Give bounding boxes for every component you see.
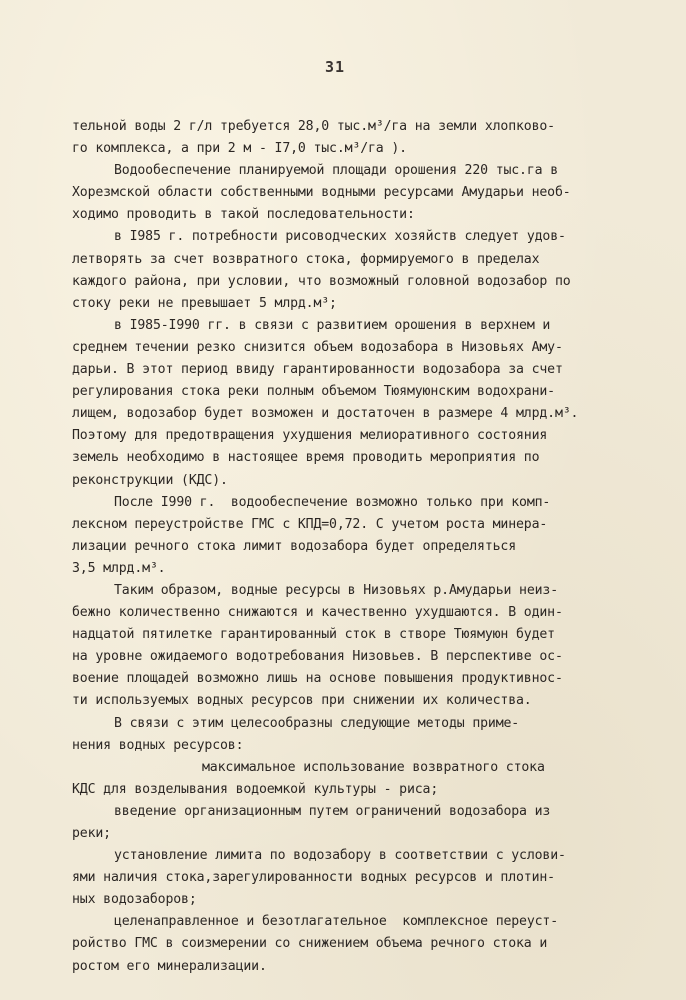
text-line: каждого района, при условии, что возможный головной водозабор по xyxy=(72,273,571,289)
text-line: воение площадей возможно лишь на основе повышения продуктивнос- xyxy=(72,671,563,687)
text-line: введение организационным путем ограничений водозабора из xyxy=(114,803,551,819)
text-line: Таким образом, водные ресурсы в Низовьях р.Амударьи неиз- xyxy=(114,582,559,598)
text-line: Водообеспечение планируемой площади орошения 220 тыс.га в xyxy=(114,163,559,179)
text-line: надцатой пятилетке гарантированный сток в створе Тюямуюн будет xyxy=(72,627,555,643)
text-line: ти используемых водных ресурсов при снижении их количества. xyxy=(72,693,532,709)
text-line: на уровне ожидаемого водотребования Низовьев. В перспективе ос- xyxy=(72,649,563,665)
text-line: нения водных ресурсов: xyxy=(72,737,244,753)
text-line: После I990 г. водообеспечение возможно только при комп- xyxy=(114,494,551,510)
text-line: ройство ГМС в соизмерении со снижением объема речного стока и xyxy=(72,936,548,952)
text-line: лизации речного стока лимит водозабора будет определяться xyxy=(72,538,517,554)
text-line: реконструкции (КДС). xyxy=(72,472,228,488)
text-line: дарьи. В этот период ввиду гарантированности водозабора за счет xyxy=(72,362,563,378)
text-line: среднем течении резко снизится объем водозабора в Низовьях Аму- xyxy=(72,339,563,355)
text-line: земель необходимо в настоящее время проводить мероприятия по xyxy=(72,450,540,466)
text-line: реки; xyxy=(72,826,111,841)
page-number: 31 xyxy=(325,58,346,76)
text-line: максимальное использование возвратного стока xyxy=(202,759,545,775)
text-line: ных водозаборов; xyxy=(72,892,197,908)
text-line: 3,5 млрд.м³. xyxy=(72,560,166,576)
text-line: лексном переустройстве ГМС с КПД=0,72. С учетом роста минера- xyxy=(72,516,548,532)
text-line: го комплекса, а при 2 м - I7,0 тыс.м³/га ). xyxy=(72,141,407,157)
text-line: тельной воды 2 г/л требуется 28,0 тыс.м³/га на земли хлопково- xyxy=(72,119,555,134)
text-line: в I985-I990 гг. в связи с развитием орошения в верхнем и xyxy=(114,317,551,333)
text-line: ростом его минерализации. xyxy=(72,958,267,974)
text-line: ями наличия стока,зарегулированности водных ресурсов и плотин- xyxy=(72,870,555,886)
text-line: летворять за счет возвратного стока, формируемого в пределах xyxy=(72,251,540,267)
text-line: лищем, водозабор будет возможен и достаточен в размере 4 млрд.м³. xyxy=(72,406,579,422)
text-line: установление лимита по водозабору в соответствии с услови- xyxy=(114,848,566,864)
text-line: Поэтому для предотвращения ухудшения мелиоративного состояния xyxy=(72,428,548,444)
text-line: бежно количественно снижаются и качественно ухудшаются. В один- xyxy=(72,605,563,621)
text-line: регулирования стока реки полным объемом Тюямуюнским водохрани- xyxy=(72,384,555,400)
text-line: КДС для возделывания водоемкой культуры - риса; xyxy=(72,781,439,797)
text-line: стоку реки не превышает 5 млрд.м³; xyxy=(72,295,337,311)
text-line: в I985 г. потребности рисоводческих хозяйств следует удов- xyxy=(114,229,566,245)
text-line: целенаправленное и безотлагательное комплексное переуст- xyxy=(114,914,559,930)
text-line: ходимо проводить в такой последовательности: xyxy=(72,207,415,223)
text-line: В связи с этим целесообразны следующие методы приме- xyxy=(114,715,520,731)
text-line: Хорезмской области собственными водными ресурсами Амударьи необ- xyxy=(72,185,571,201)
document-body xyxy=(72,116,612,978)
